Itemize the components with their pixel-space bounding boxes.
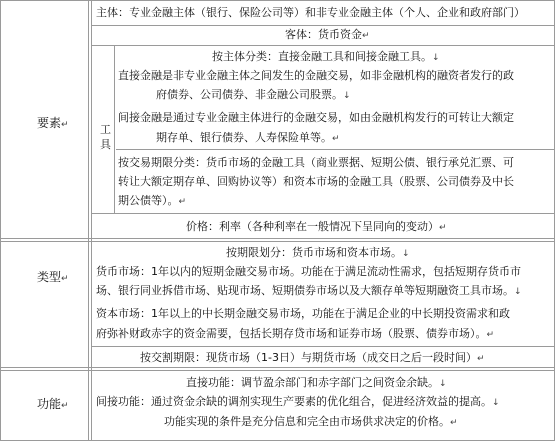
indirect-finance-line2: 期存单、银行债券、人寿保险单等。↵	[156, 131, 340, 144]
by-delivery-text: 按交割期限：现货市场（1-3日）与期货市场（成交日之后一段时间）↵	[140, 351, 485, 364]
term-classify-line1: 按交易期限分类：货币市场的金融工具（商业票据、短期公债、银行承兑汇票、可	[118, 156, 514, 169]
row-line	[116, 149, 554, 150]
table-border-top	[0, 0, 555, 1]
table-border-left	[0, 0, 1, 441]
column-divider	[88, 0, 92, 441]
direct-finance-line2: 府债券、公司债券、非金融公司股票。↓	[156, 88, 351, 101]
direct-finance-line1: 直接金融是非专业金融主体之间发生的金融交易，如非金融机构的融资者发行的政	[118, 69, 514, 82]
indirect-finance-line1: 间接金融是通过专业金融主体进行的金融交易，如由金融机构发行的可转让大额定	[118, 111, 514, 124]
capital-market-line2: 府弥补财政赤字的资金需要，包括长期存贷市场和证券市场（股票、债券市场）。↵	[96, 327, 495, 340]
capital-market-line1: 资本市场：1年以上的中长期金融交易市场，功能在于满足企业的中长期投资需求和政	[96, 307, 510, 320]
price-text: 价格：利率（各种利率在一般情况下呈同向的变动）↵	[186, 220, 447, 233]
object-text: 客体：货币资金↵	[285, 28, 370, 41]
indirect-function-text: 间接功能：通过资金余缺的调剂实现生产要素的优化组合，促进经济效益的提高。↓	[96, 395, 500, 408]
subject-text: 主体：专业金融主体（银行、保险公司等）和非专业金融主体（个人、企业和政府部门）	[96, 6, 525, 19]
money-market-line1: 货币市场：1年以内的短期金融交易市场。功能在于满足流动性需求，包括短期存货币市	[96, 265, 521, 278]
tool-classify-text: 按主体分类：直接金融工具和间接金融工具。↓	[212, 50, 440, 63]
direct-function-text: 直接功能：调节盈余部门和赤字部门之间资金余缺。↓	[186, 376, 447, 389]
section-label-elements: 要素↵	[37, 116, 69, 130]
term-classify-line2: 转让大额定期存单、回购协议等）和资本市场的金融工具（股票、公司债券及中长	[118, 175, 514, 188]
section-divider-1a	[0, 238, 555, 239]
row-line	[92, 25, 554, 26]
section-label-functions: 功能↵	[37, 397, 69, 411]
section-divider-1b	[0, 241, 555, 242]
row-line	[92, 45, 554, 46]
condition-text: 功能实现的条件是充分信息和完全由市场供求决定的价格。↵	[164, 415, 458, 428]
row-line	[92, 346, 554, 347]
section-label-types: 类型↵	[37, 270, 69, 284]
by-term-text: 按期限划分：货币市场和资本市场。↓	[226, 246, 410, 259]
tool-column-divider	[114, 45, 115, 213]
section-divider-2b	[0, 370, 555, 371]
row-line	[92, 213, 554, 214]
money-market-line2: 场、银行同业拆借市场、贴现市场、短期债券市场以及大额存单等短期融资工具市场。↓	[96, 284, 522, 297]
section-divider-2a	[0, 367, 555, 368]
term-classify-line3: 期公债等）。↵	[118, 194, 187, 207]
tool-label: 工具	[100, 123, 111, 151]
